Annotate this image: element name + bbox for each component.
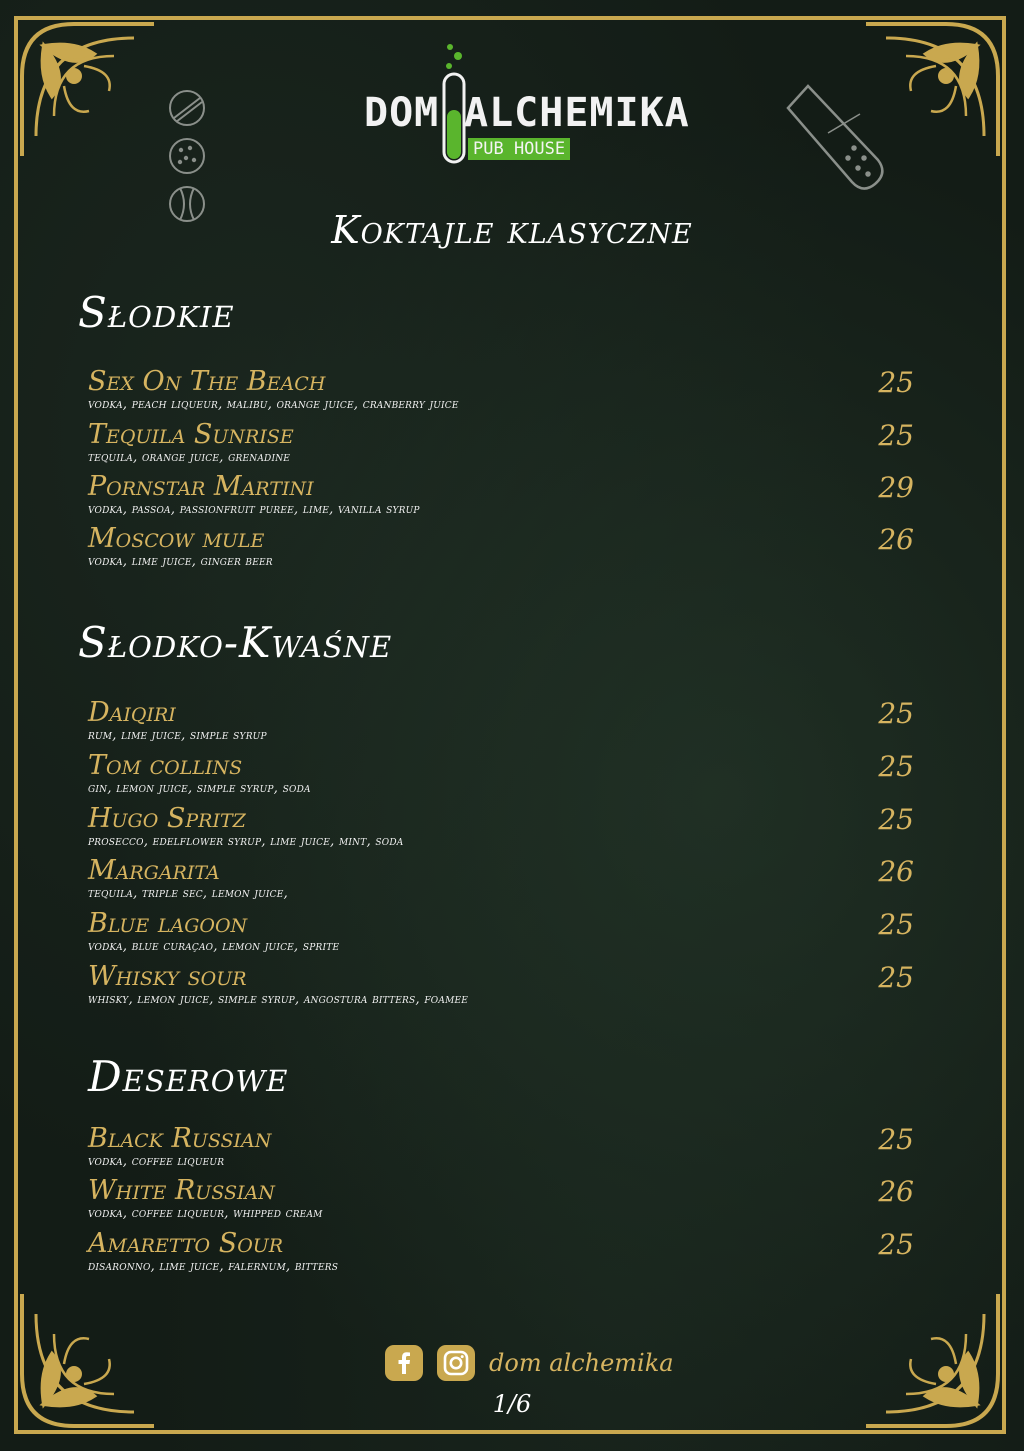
item-name: Daiqiri: [88, 697, 176, 728]
item-description: gin, lemon juice, simple syrup, soda: [88, 780, 311, 796]
facebook-link[interactable]: [385, 1345, 423, 1381]
instagram-link[interactable]: [437, 1345, 475, 1381]
item-name: Black Russian: [88, 1123, 272, 1154]
menu-item: [88, 1123, 918, 1175]
item-price: 25: [878, 803, 914, 836]
menu-item: [88, 1175, 918, 1227]
item-price: 25: [878, 366, 914, 399]
item-name: White Russian: [88, 1175, 275, 1206]
item-name: Hugo Spritz: [88, 803, 246, 834]
logo-pub-house: PUB HOUSE: [468, 138, 570, 160]
item-description: vodka, passoa, passionfruit puree, lime, vanilla syrup: [88, 501, 420, 517]
item-name: Pornstar Martini: [88, 471, 314, 502]
item-price: 26: [878, 855, 914, 888]
menu-item: [88, 471, 918, 523]
section-title: Słodko-Kwaśne: [78, 618, 393, 667]
item-description: vodka, blue curaçao, lemon juice, sprite: [88, 938, 340, 954]
item-price: 25: [878, 961, 914, 994]
cocktail-balls-icon: [166, 88, 208, 224]
menu-item: [88, 419, 918, 471]
item-description: vodka, coffee liqueur, whipped cream: [88, 1205, 323, 1221]
item-price: 25: [878, 419, 914, 452]
item-description: whisky, lemon juice, simple syrup, angostura bitters, foamee: [88, 991, 469, 1007]
social-handle: dom alchemika: [489, 1349, 674, 1377]
item-description: tequila, triple sec, lemon juice,: [88, 885, 288, 901]
item-description: prosecco, edelflower syrup, lime juice, mint, soda: [88, 833, 404, 849]
brand-logo: [360, 42, 690, 172]
menu-item: [88, 908, 918, 960]
page-title: Koktajle klasyczne: [331, 208, 693, 252]
item-price: 25: [878, 1123, 914, 1156]
section-title: Słodkie: [78, 288, 235, 337]
logo-text-dom: DOM: [364, 90, 440, 136]
item-name: Amaretto Sour: [88, 1228, 284, 1259]
item-name: Tequila Sunrise: [88, 419, 294, 450]
section-title: Deserowe: [88, 1052, 289, 1101]
menu-item: [88, 1228, 918, 1280]
menu-item: [88, 523, 918, 575]
corner-ornament-icon: [14, 16, 164, 166]
menu-item: [88, 750, 918, 802]
menu-item: [88, 697, 918, 749]
item-description: vodka, peach liqueur, malibu, orange juice, cranberry juice: [88, 396, 459, 412]
item-price: 25: [878, 1228, 914, 1261]
item-name: Whisky sour: [88, 961, 247, 992]
item-price: 25: [878, 908, 914, 941]
item-price: 25: [878, 750, 914, 783]
page-number: 1/6: [492, 1390, 532, 1418]
item-name: Blue lagoon: [88, 908, 248, 939]
item-price: 25: [878, 697, 914, 730]
item-name: Sex On The Beach: [88, 366, 326, 397]
shot-glass-icon: [778, 78, 888, 198]
item-name: Tom collins: [88, 750, 243, 781]
footer: [385, 1345, 685, 1385]
item-description: tequila, orange juice, grenadine: [88, 449, 291, 465]
menu-item: [88, 961, 918, 1013]
menu-item: [88, 803, 918, 855]
logo-text-alchemika: ALCHEMIKA: [464, 90, 690, 136]
item-name: Margarita: [88, 855, 220, 886]
item-price: 29: [878, 471, 914, 504]
item-description: vodka, lime juice, ginger beer: [88, 553, 273, 569]
item-price: 26: [878, 1175, 914, 1208]
menu-item: [88, 366, 918, 418]
item-description: rum, lime juice, simple syrup: [88, 727, 267, 743]
item-name: Moscow mule: [88, 523, 265, 554]
instagram-icon: [437, 1345, 475, 1381]
item-description: disaronno, lime juice, falernum, bitters: [88, 1258, 339, 1274]
facebook-icon: [385, 1345, 423, 1381]
menu-item: [88, 855, 918, 907]
item-description: vodka, coffee liqueur: [88, 1153, 225, 1169]
item-price: 26: [878, 523, 914, 556]
